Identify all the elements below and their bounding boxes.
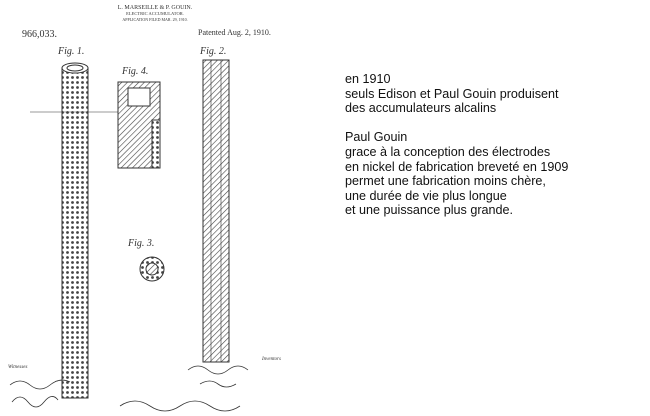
fig4-section [118,82,160,168]
desc-line: et une puissance plus grande. [345,203,514,218]
fig3-cross-section [140,257,164,281]
inventors-label: Inventors [262,357,281,362]
desc-line: en 1910 [345,72,391,86]
fig2-electrode [203,60,229,362]
desc-line: permet une fabrication moins chère, [345,174,546,189]
fig3-label: Fig. 3. [128,238,155,249]
patent-number: 966,033. [22,29,57,40]
desc-line: une durée de vie plus longue [345,188,507,203]
desc-line: seuls Edison et Paul Gouin produisent [345,86,559,101]
patent-title: ELECTRIC ACCUMULATOR. [126,11,184,16]
patent-application: APPLICATION FILED MAR. 29, 1910. [122,17,188,22]
desc-line: des accumulateurs alcalins [345,101,497,116]
signatures [10,366,248,411]
fig1-tube [30,63,120,398]
desc-line: grace à la conception des électrodes [345,144,551,159]
fig1-label: Fig. 1. [58,46,85,57]
witnesses-label: Witnesses [8,365,28,370]
description-text [345,72,568,218]
patent-date: Patented Aug. 2, 1910. [198,28,271,37]
patent-inventors: L. MARSEILLE & P. GOUIN. [117,5,193,11]
fig4-label: Fig. 4. [122,66,149,77]
fig2-label: Fig. 2. [200,46,227,57]
desc-line: en nickel de fabrication breveté en 1909 [345,159,569,174]
desc-line: Paul Gouin [345,130,408,145]
